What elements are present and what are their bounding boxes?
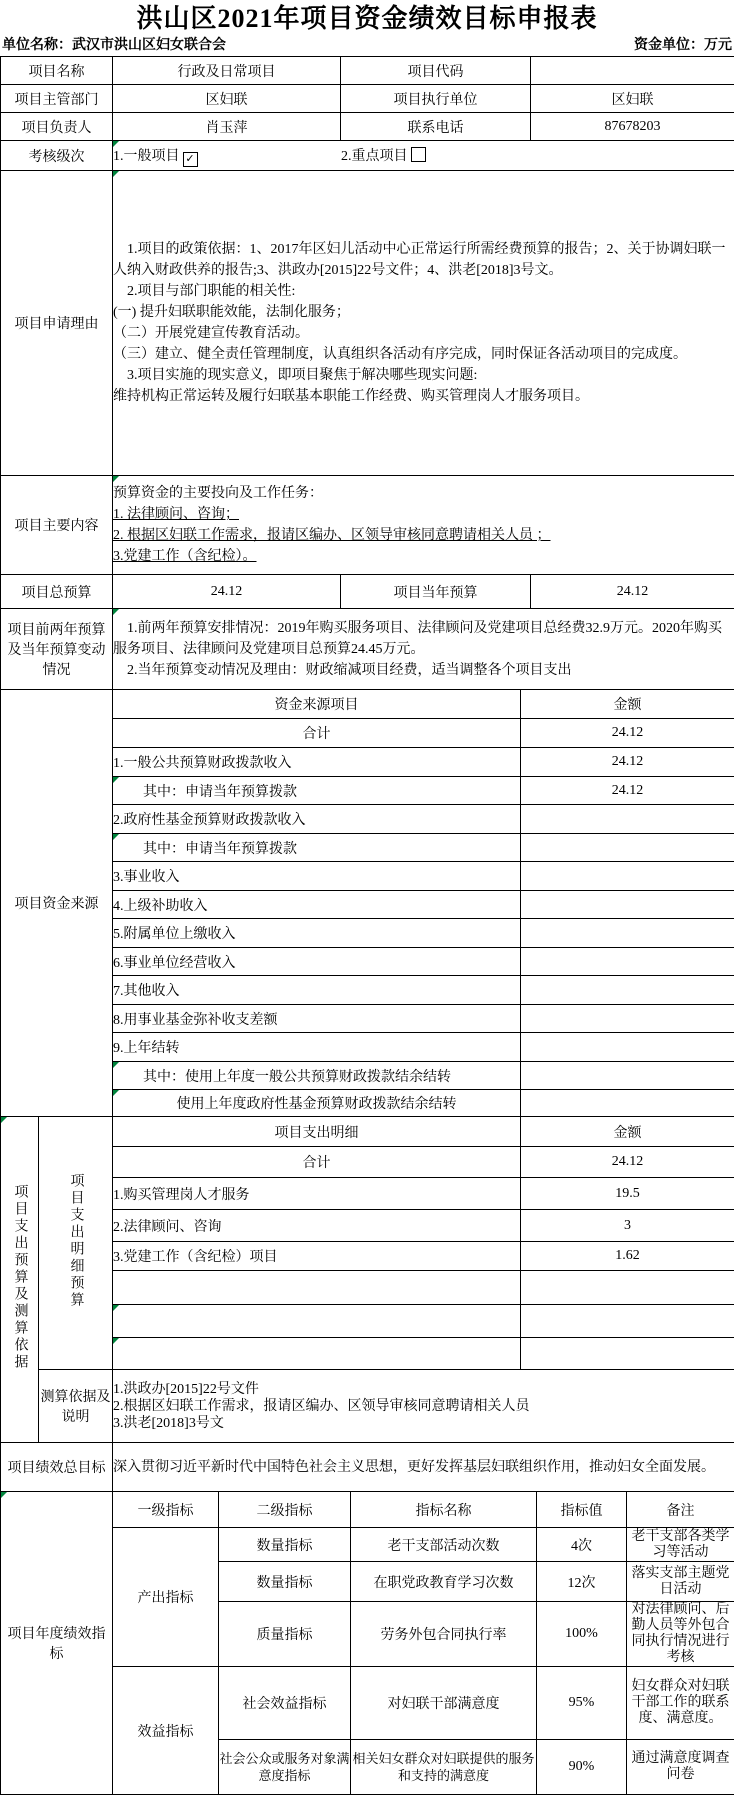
assessment-level-label: 考核级次 [1, 141, 113, 171]
assessment-option-key [341, 149, 426, 164]
funding-row-amount: 24.12 [521, 719, 734, 748]
indicator-name: 对妇联干部满意度 [351, 1667, 537, 1740]
meta-row [0, 37, 734, 57]
indicator-value: 12次 [537, 1562, 627, 1602]
fund-unit-label: 资金单位： [634, 38, 704, 53]
indicator-note: 妇女群众对妇联干部工作的联系度、满意度。 [627, 1667, 734, 1740]
funding-header-amount: 金额 [521, 690, 734, 719]
basis-label: 测算依据及说明 [39, 1370, 113, 1443]
excel-corner-marker [113, 1090, 119, 1096]
excel-corner-marker [113, 609, 119, 615]
funding-source-table [0, 689, 734, 1117]
phone-value: 87678203 [531, 113, 734, 141]
funding-row-amount [521, 891, 734, 919]
indicator-group-output: 产出指标 [113, 1528, 219, 1667]
history-content [113, 609, 734, 690]
expenditure-row-amount [521, 1305, 734, 1338]
project-name-value: 行政及日常项目 [113, 57, 341, 85]
funding-row-item-text: 其中：使用上年度一般公共预算财政拨款结余结转 [143, 1069, 451, 1085]
fund-unit-value: 万元 [704, 38, 732, 53]
overall-goal-label: 项目绩效总目标 [1, 1443, 113, 1492]
funding-row-amount [521, 948, 734, 976]
funding-row-item-text: 其中：申请当年预算拨款 [143, 784, 297, 800]
history-line: 2.当年预算变动情况及理由：财政缩减项目经费，适当调整各个项目支出 [113, 662, 572, 678]
indicators-header-level1: 一级指标 [113, 1492, 219, 1528]
phone-label: 联系电话 [341, 113, 531, 141]
apply-reason-line: 维持机构正常运转及履行妇联基本职能工作经费、购买管理岗人才服务项目。 [113, 389, 589, 404]
total-budget-label: 项目总预算 [1, 575, 113, 609]
exec-unit-value: 区妇联 [531, 85, 734, 113]
indicator-value: 4次 [537, 1528, 627, 1562]
indicator-level2: 社会效益指标 [219, 1667, 351, 1740]
main-content-item: 3.党建工作（含纪检）。 [113, 549, 257, 564]
assessment-option-general [113, 149, 201, 164]
expenditure-outer-label [1, 1117, 39, 1443]
expenditure-outer-label-text: 项目支出预算及测算依据 [12, 1183, 28, 1371]
indicators-label [1, 1492, 113, 1795]
indicator-level2: 数量指标 [219, 1562, 351, 1602]
excel-corner-marker [113, 834, 119, 840]
excel-corner-marker [113, 476, 119, 482]
funding-row-amount [521, 805, 734, 834]
expenditure-row-item: 2.法律顾问、咨询 [113, 1210, 521, 1242]
indicator-note: 通过满意度调查问卷 [627, 1740, 734, 1795]
excel-corner-marker [1, 1117, 7, 1123]
main-content-label: 项目主要内容 [1, 476, 113, 575]
funding-row-item: 合计 [113, 719, 521, 748]
excel-corner-marker [113, 141, 119, 147]
unit-name-value: 武汉市洪山区妇女联合会 [72, 38, 226, 53]
indicator-group-benefit: 效益指标 [113, 1667, 219, 1795]
history-line: 1.前两年预算安排情况：2019年购买服务项目、法律顾问及党建项目总经费32.9万元。2020年购买服务项目、法律顾问及党建项目总预算24.45万元。 [113, 620, 722, 657]
indicator-value: 100% [537, 1602, 627, 1667]
expenditure-row-item [113, 1305, 521, 1338]
checkbox-checked[interactable]: ✓ [183, 152, 198, 167]
project-name-label: 项目名称 [1, 57, 113, 85]
assessment-option-key-label: 2.重点项目 [341, 148, 408, 164]
page-title: 洪山区2021年项目资金绩效目标申报表 [136, 4, 598, 33]
indicators-label-text: 项目年度绩效指标 [7, 1627, 106, 1662]
total-budget-value: 24.12 [113, 575, 341, 609]
expenditure-row-amount [521, 1338, 734, 1370]
main-content-item: 2. 根据区妇联工作需求，报请区编办、区领导审核同意聘请相关人员 ； [113, 528, 551, 543]
funding-row-amount [521, 919, 734, 948]
expenditure-row-amount [521, 1271, 734, 1305]
funding-row-amount [521, 1005, 734, 1033]
dept-label: 项目主管部门 [1, 85, 113, 113]
current-budget-value: 24.12 [531, 575, 734, 609]
main-content-item: 1. 法律顾问、咨询； [113, 507, 239, 522]
funding-row-item [113, 1090, 521, 1117]
current-budget-label: 项目当年预算 [341, 575, 531, 609]
apply-reason-line: (一) 提升妇联职能效能，法制化服务； [113, 305, 350, 320]
funding-source-label: 项目资金来源 [1, 690, 113, 1117]
funding-row-item [113, 777, 521, 805]
funding-row-item: 4.上级补助收入 [113, 891, 521, 919]
funding-row-item: 5.附属单位上缴收入 [113, 919, 521, 948]
indicator-note: 对法律顾问、后勤人员等外包合同执行情况进行考核 [627, 1602, 734, 1667]
funding-row-amount: 24.12 [521, 748, 734, 777]
apply-reason-line: （二）开展党建宣传教育活动。 [113, 326, 309, 341]
fund-unit [634, 37, 732, 57]
history-label: 项目前两年预算及当年预算变动情况 [1, 609, 113, 690]
basis-line: 1.洪政办[2015]22号文件 [113, 1381, 259, 1397]
excel-corner-marker [1, 1492, 7, 1498]
apply-reason-line: （三）建立、健全责任管理制度，认真组织各活动有序完成，同时保证各活动项目的完成度。 [113, 347, 687, 362]
dept-value: 区妇联 [113, 85, 341, 113]
funding-row-item-text: 其中：申请当年预算拨款 [143, 841, 297, 857]
indicators-header-level2: 二级指标 [219, 1492, 351, 1528]
indicator-name: 相关妇女群众对妇联提供的服务和支持的满意度 [351, 1740, 537, 1795]
funding-row-item: 6.事业单位经营收入 [113, 948, 521, 976]
funding-row-amount [521, 862, 734, 891]
expenditure-row-amount: 1.62 [521, 1242, 734, 1271]
assessment-level-value [113, 141, 734, 171]
expenditure-row-amount: 24.12 [521, 1147, 734, 1178]
indicator-value: 95% [537, 1667, 627, 1740]
main-content-intro: 预算资金的主要投向及工作任务： [113, 486, 323, 501]
expenditure-row-item: 3.党建工作（含纪检）项目 [113, 1242, 521, 1271]
funding-row-item: 7.其他收入 [113, 976, 521, 1005]
basis-line: 2.根据区妇联工作需求，报请区编办、区领导审核同意聘请相关人员 [113, 1398, 530, 1414]
leader-value: 肖玉萍 [113, 113, 341, 141]
funding-row-item: 1.一般公共预算财政拨款收入 [113, 748, 521, 777]
project-info-table [0, 56, 734, 690]
indicator-name: 老干支部活动次数 [351, 1528, 537, 1562]
indicators-header-name: 指标名称 [351, 1492, 537, 1528]
funding-row-item-text: 使用上年度政府性基金预算财政拨款结余结转 [176, 1097, 457, 1112]
unit-name [2, 37, 226, 57]
assessment-option-general-label: 1.一般项目 [113, 148, 180, 164]
expenditure-row-item [113, 1271, 521, 1305]
funding-row-item: 9.上年结转 [113, 1033, 521, 1062]
main-content-content [113, 476, 734, 575]
exec-unit-label: 项目执行单位 [341, 85, 531, 113]
overall-goal-table [0, 1442, 734, 1492]
expenditure-row-amount: 19.5 [521, 1178, 734, 1210]
funding-row-amount: 24.12 [521, 777, 734, 805]
funding-header-item: 资金来源项目 [113, 690, 521, 719]
indicators-table [0, 1491, 734, 1795]
funding-row-amount [521, 1062, 734, 1090]
excel-corner-marker [113, 777, 119, 783]
indicators-header-value: 指标值 [537, 1492, 627, 1528]
funding-row-item: 3.事业收入 [113, 862, 521, 891]
unit-name-label: 单位名称： [2, 38, 72, 53]
project-code-value [531, 57, 734, 85]
expenditure-table [0, 1116, 734, 1443]
funding-row-item: 2.政府性基金预算财政拨款收入 [113, 805, 521, 834]
apply-reason-line: 3.项目实施的现实意义，即项目聚焦于解决哪些现实问题: [113, 368, 478, 383]
apply-reason-line: 2.项目与部门职能的相关性: [113, 284, 296, 299]
expenditure-row-item: 1.购买管理岗人才服务 [113, 1178, 521, 1210]
funding-row-item: 8.用事业基金弥补收支差额 [113, 1005, 521, 1033]
indicator-level2: 数量指标 [219, 1528, 351, 1562]
apply-reason-content [113, 171, 734, 476]
indicator-note: 老干支部各类学习等活动 [627, 1528, 734, 1562]
checkbox-unchecked[interactable] [411, 147, 426, 162]
indicator-name: 在职党政教育学习次数 [351, 1562, 537, 1602]
excel-corner-marker [113, 1062, 119, 1068]
apply-reason-label: 项目申请理由 [1, 171, 113, 476]
funding-row-amount [521, 1090, 734, 1117]
project-code-label: 项目代码 [341, 57, 531, 85]
funding-row-amount [521, 834, 734, 862]
basis-line: 3.洪老[2018]3号文 [113, 1415, 224, 1431]
indicator-note: 落实支部主题党日活动 [627, 1562, 734, 1602]
indicator-value: 90% [537, 1740, 627, 1795]
excel-corner-marker [113, 171, 119, 177]
expenditure-row-item [113, 1338, 521, 1370]
expenditure-inner-label [39, 1117, 113, 1370]
basis-content [113, 1370, 734, 1443]
funding-row-amount [521, 1033, 734, 1062]
leader-label: 项目负责人 [1, 113, 113, 141]
funding-row-item [113, 834, 521, 862]
indicator-level2: 社会公众或服务对象满意度指标 [219, 1740, 351, 1795]
expenditure-inner-label-text: 项目支出明细预算 [68, 1172, 84, 1309]
funding-row-item [113, 1062, 521, 1090]
overall-goal-text: 深入贯彻习近平新时代中国特色社会主义思想，更好发挥基层妇联组织作用，推动妇女全面发展。 [113, 1443, 734, 1492]
excel-corner-marker [113, 1338, 119, 1344]
apply-reason-line: 1.项目的政策依据：1、2017年区妇儿活动中心正常运行所需经费预算的报告；2、关于协调妇联一人纳入财政供养的报告;3、洪政办[2015]22号文件；4、洪老[2018]3号文。 [113, 242, 726, 278]
indicator-name: 劳务外包合同执行率 [351, 1602, 537, 1667]
indicators-header-note: 备注 [627, 1492, 734, 1528]
expenditure-row-amount: 3 [521, 1210, 734, 1242]
excel-corner-marker [113, 1305, 119, 1311]
indicator-level2: 质量指标 [219, 1602, 351, 1667]
expenditure-header-amount: 金额 [521, 1117, 734, 1147]
expenditure-header-item: 项目支出明细 [113, 1117, 521, 1147]
funding-row-amount [521, 976, 734, 1005]
expenditure-row-item: 合计 [113, 1147, 521, 1178]
